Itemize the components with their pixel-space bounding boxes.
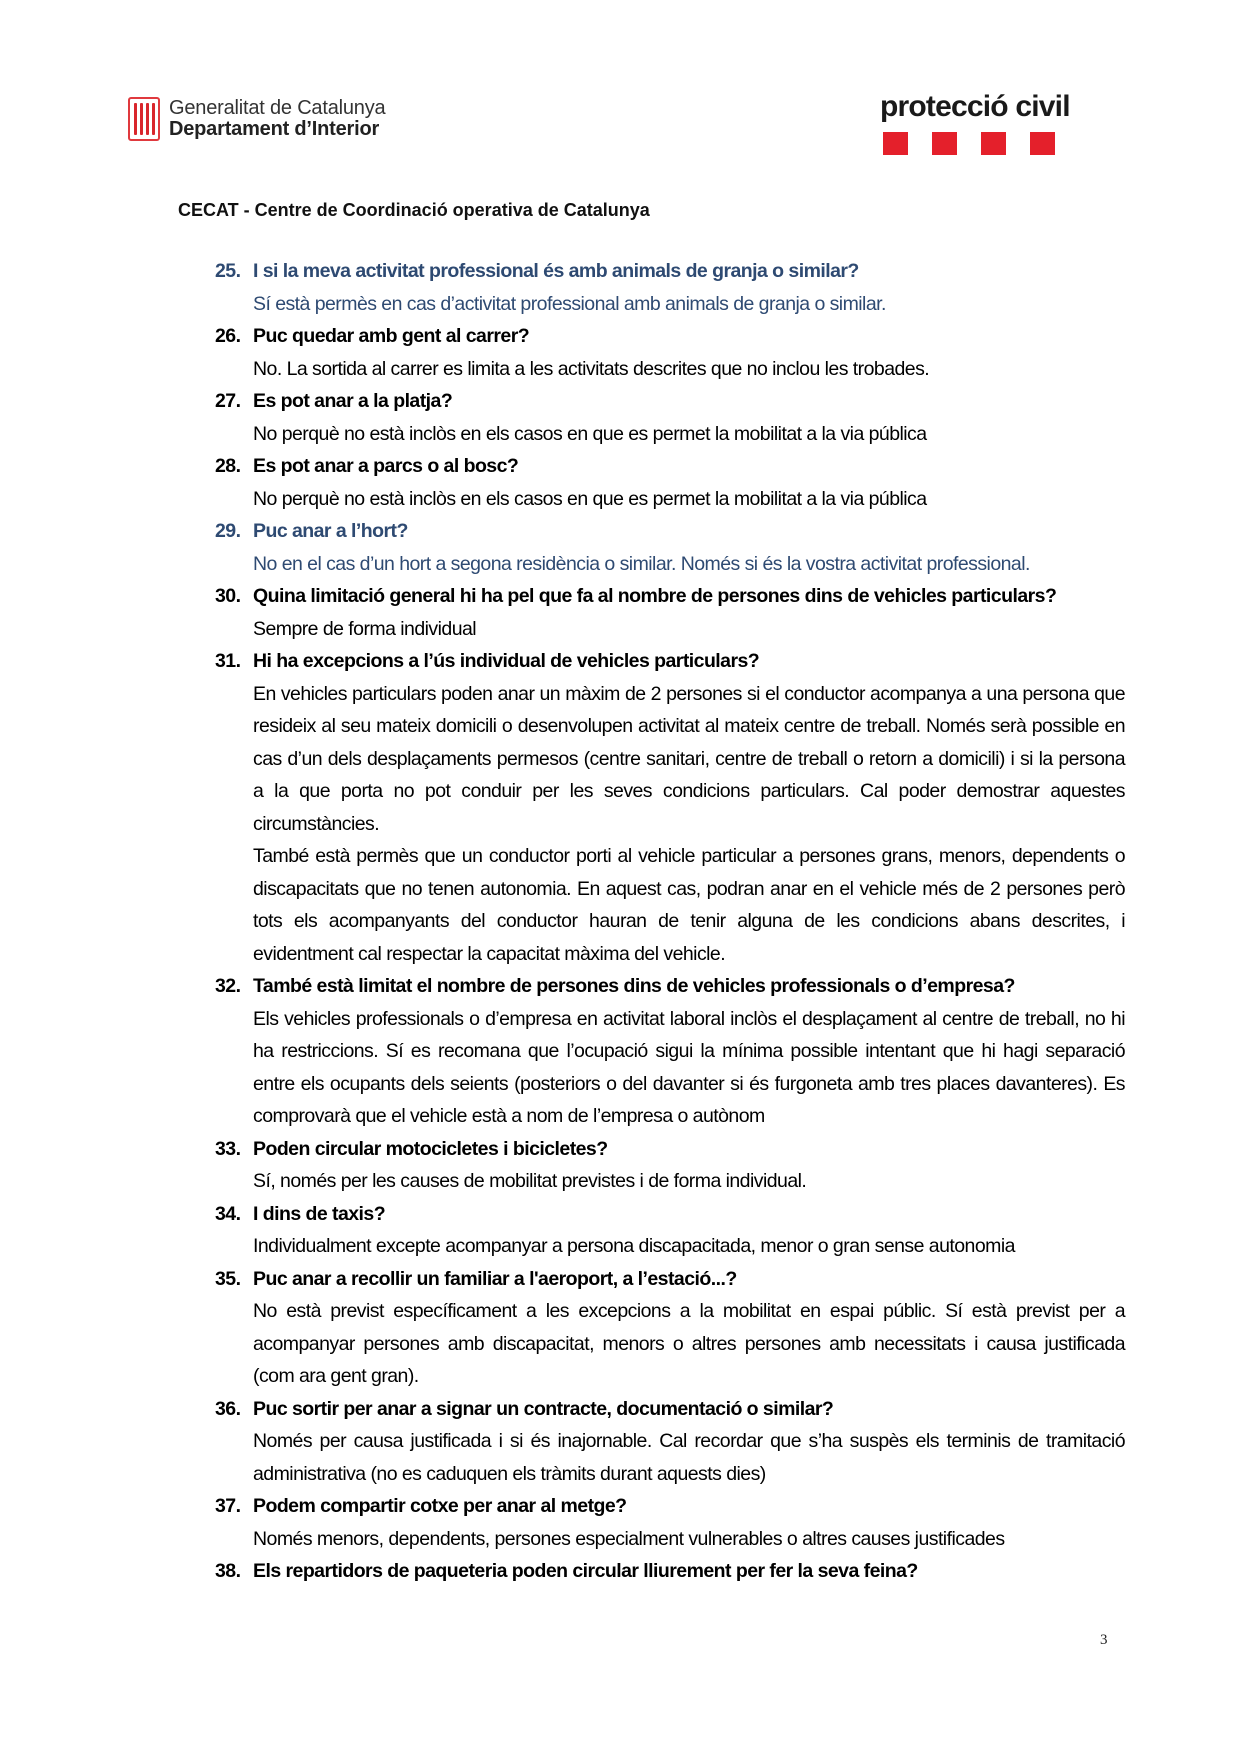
question-number: 25. <box>215 260 241 282</box>
faq-item <box>215 1133 1125 1198</box>
answer-paragraph: No perquè no està inclòs en els casos en que es permet la mobilitat a la via pública <box>253 487 927 510</box>
faq-item <box>215 580 1125 645</box>
document-header-title: CECAT - Centre de Coordinació operativa de Catalunya <box>178 200 650 220</box>
question-text: Es pot anar a la platja? <box>253 390 453 412</box>
faq-item <box>215 645 1125 970</box>
faq-question <box>215 1263 1125 1296</box>
question-number: 30. <box>215 585 241 607</box>
question-number: 36. <box>215 1397 241 1420</box>
question-text: També està limitat el nombre de persones dins de vehicles professionals o d’empresa? <box>253 975 1015 997</box>
answer-paragraph: No. La sortida al carrer es limita a les activitats descrites que no inclou les trobades. <box>253 357 930 380</box>
answer-paragraph: No en el cas d’un hort a segona residència o similar. Només si és la vostra activitat professional. <box>253 552 1030 575</box>
faq-answer <box>253 613 1125 646</box>
faq-item <box>215 1393 1125 1491</box>
faq-answer <box>253 353 1125 386</box>
faq-item <box>215 515 1125 580</box>
question-number: 28. <box>215 455 241 477</box>
faq-item <box>215 255 1125 320</box>
org-name: Generalitat de Catalunya <box>169 97 386 119</box>
answer-paragraph: En vehicles particulars poden anar un màxim de 2 persones si el conductor acompanya a una persona que resideix al seu mateix domicili o desenvolupen activitat al mateix centre de treball. Només serà possible en cas d’un dels desplaçaments permesos (centre sanitari, centre de treball o retorn a domicili) i si la persona a la que porta no pot conduir per les seves condicions particulars. Cal poder demostrar aquestes circumstàncies. <box>253 682 1125 835</box>
question-text: Puc sortir per anar a signar un contracte, documentació o similar? <box>253 1397 834 1420</box>
faq-question <box>215 645 1125 678</box>
question-text: Hi ha excepcions a l’ús individual de vehicles particulars? <box>253 650 760 672</box>
faq-answer <box>253 1230 1125 1263</box>
answer-paragraph: Sempre de forma individual <box>253 617 477 640</box>
faq-question <box>215 385 1125 418</box>
answer-paragraph: No està previst específicament a les excepcions a la mobilitat en espai públic. Sí està previst per a acompanyar persones amb discapacitat, menors o altres persones amb necessitats i causa justificada (com ara gent gran). <box>253 1300 1125 1387</box>
faq-item <box>215 450 1125 515</box>
question-text: Podem compartir cotxe per anar al metge? <box>253 1495 627 1517</box>
answer-paragraph: També està permès que un conductor porti al vehicle particular a persones grans, menors, dependents o discapacitats que no tenen autonomia. En aquest cas, podran anar en el vehicle més de 2 persones però tots els acompanyants del conductor hauran de tenir alguna de les condicions abans descrites, i evidentment cal respectar la capacitat màxima del vehicle. <box>253 845 1125 965</box>
department-name: Departament d’Interior <box>169 118 380 140</box>
question-text: Puc anar a recollir un familiar a l'aeroport, a l’estació...? <box>253 1267 737 1290</box>
faq-question <box>215 1133 1125 1166</box>
answer-paragraph: Sí està permès en cas d’activitat professional amb animals de granja o similar. <box>253 292 886 315</box>
question-text: I si la meva activitat professional és amb animals de granja o similar? <box>253 260 859 282</box>
faq-answer <box>253 418 1125 451</box>
faq-list <box>215 255 1125 1588</box>
brand-squares-icon <box>883 132 1070 155</box>
faq-answer <box>253 1003 1125 1133</box>
faq-answer <box>253 678 1125 971</box>
faq-answer <box>253 548 1125 581</box>
question-number: 38. <box>215 1560 241 1582</box>
faq-answer <box>253 288 1125 321</box>
answer-paragraph: Només per causa justificada i si és inajornable. Cal recordar que s’ha suspès els terminis de tramitació administrativa (no es caduquen els tràmits durant aquests dies) <box>253 1430 1125 1485</box>
answer-paragraph: Sí, només per les causes de mobilitat previstes i de forma individual. <box>253 1170 807 1192</box>
faq-question <box>215 515 1125 548</box>
generalitat-emblem-icon <box>128 97 160 141</box>
faq-item <box>215 320 1125 385</box>
faq-item <box>215 970 1125 1133</box>
faq-item <box>215 1490 1125 1555</box>
question-text: Poden circular motocicletes i bicicletes? <box>253 1137 608 1160</box>
question-number: 29. <box>215 520 241 542</box>
question-text: Puc quedar amb gent al carrer? <box>253 325 530 347</box>
faq-answer <box>253 1295 1125 1393</box>
question-number: 33. <box>215 1137 241 1160</box>
faq-answer <box>253 1523 1125 1556</box>
question-number: 37. <box>215 1495 241 1517</box>
question-text: Es pot anar a parcs o al bosc? <box>253 455 519 477</box>
question-text: I dins de taxis? <box>253 1202 386 1225</box>
faq-item <box>215 1555 1125 1588</box>
generalitat-logo <box>128 97 385 141</box>
question-number: 31. <box>215 650 241 672</box>
faq-question <box>215 1555 1125 1588</box>
answer-paragraph: Individualment excepte acompanyar a persona discapacitada, menor o gran sense autonomia <box>253 1235 1015 1257</box>
question-number: 27. <box>215 390 241 412</box>
answer-paragraph: Només menors, dependents, persones especialment vulnerables o altres causes justificades <box>253 1527 1005 1550</box>
faq-question <box>215 580 1125 613</box>
faq-answer <box>253 483 1125 516</box>
faq-item <box>215 1198 1125 1263</box>
question-text: Els repartidors de paqueteria poden circular lliurement per fer la seva feina? <box>253 1560 918 1582</box>
answer-paragraph: No perquè no està inclòs en els casos en que es permet la mobilitat a la via pública <box>253 422 927 445</box>
question-number: 35. <box>215 1267 241 1290</box>
question-number: 32. <box>215 975 241 997</box>
faq-answer <box>253 1165 1125 1198</box>
question-text: Puc anar a l’hort? <box>253 520 408 542</box>
faq-question <box>215 450 1125 483</box>
faq-question <box>215 1198 1125 1231</box>
faq-answer <box>253 1425 1125 1490</box>
faq-question <box>215 970 1125 1003</box>
question-text: Quina limitació general hi ha pel que fa al nombre de persones dins de vehicles particulars? <box>253 585 1057 607</box>
page-number: 3 <box>1100 1632 1108 1648</box>
question-number: 26. <box>215 325 241 347</box>
faq-question <box>215 255 1125 288</box>
faq-item <box>215 385 1125 450</box>
faq-item <box>215 1263 1125 1393</box>
question-number: 34. <box>215 1202 241 1225</box>
faq-question <box>215 1490 1125 1523</box>
faq-question <box>215 320 1125 353</box>
proteccio-civil-logo <box>880 92 1070 155</box>
answer-paragraph: Els vehicles professionals o d’empresa en activitat laboral inclòs el desplaçament al centre de treball, no hi ha restriccions. Sí es recomana que l’ocupació sigui la mínima possible intentant que hi hagi separació entre els ocupants dels seients (posteriors o del davanter si és furgoneta amb tres places davanteres). Es comprovarà que el vehicle està a nom de l’empresa o autònom <box>253 1007 1125 1127</box>
faq-question <box>215 1393 1125 1426</box>
brand-name: protecció civil <box>880 90 1070 123</box>
